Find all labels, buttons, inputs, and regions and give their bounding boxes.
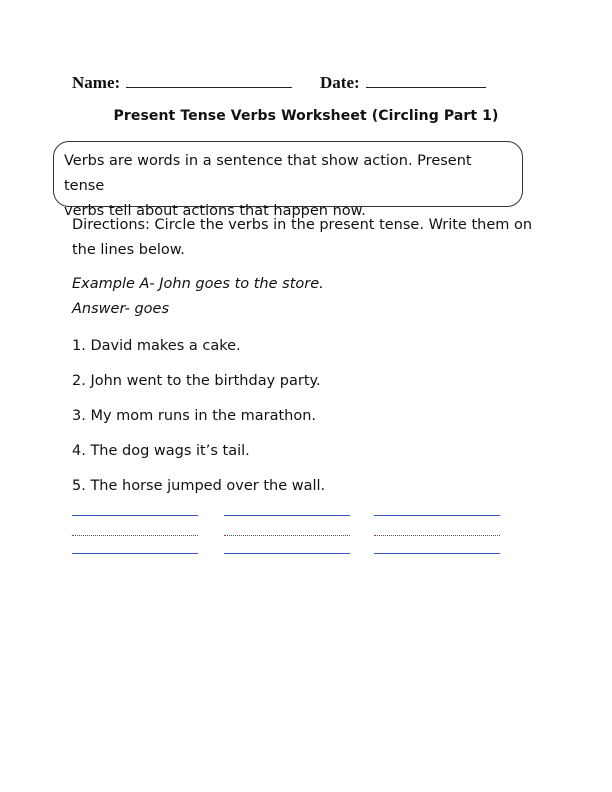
- answer-bottom-line: [374, 553, 500, 554]
- answer-top-line: [374, 515, 500, 516]
- answer-line-group-1[interactable]: [72, 509, 198, 559]
- name-label: Name:: [72, 73, 121, 92]
- directions: [72, 213, 552, 263]
- answer-bottom-line: [224, 553, 350, 554]
- answer-mid-line: [224, 535, 350, 536]
- answer-line-group-3[interactable]: [374, 509, 500, 559]
- worksheet-title: Present Tense Verbs Worksheet (Circling Part 1): [113, 108, 499, 124]
- directions-line-2: the lines below.: [72, 242, 185, 258]
- name-blank-line[interactable]: [126, 72, 292, 88]
- sentence-list: [72, 334, 552, 509]
- definition-line-1: Verbs are words in a sentence that show action. Present tense: [64, 153, 472, 194]
- name-field[interactable]: [72, 72, 292, 93]
- sentence-item-1: 1. David makes a cake.: [72, 338, 241, 354]
- answer-mid-line: [72, 535, 198, 536]
- date-label: Date:: [320, 73, 360, 92]
- header: [72, 72, 552, 96]
- sentence-item-3: 3. My mom runs in the marathon.: [72, 408, 317, 424]
- answer-line-group-2[interactable]: [224, 509, 350, 559]
- sentence-item-2: 2. John went to the birthday party.: [72, 373, 321, 389]
- answer-bottom-line: [72, 553, 198, 554]
- date-blank-line[interactable]: [366, 72, 486, 88]
- definition-line-2: verbs tell about actions that happen now.: [64, 203, 366, 219]
- example-sentence: Example A- John goes to the store.: [72, 276, 324, 292]
- answer-mid-line: [374, 535, 500, 536]
- definition-box: [53, 141, 523, 219]
- answer-top-line: [72, 515, 198, 516]
- directions-line-1: Directions: Circle the verbs in the present tense. Write them on: [72, 217, 533, 233]
- date-field[interactable]: [320, 72, 486, 93]
- sentence-item-4: 4. The dog wags it’s tail.: [72, 443, 250, 459]
- example-answer: Answer- goes: [72, 301, 170, 317]
- sentence-item-5: 5. The horse jumped over the wall.: [72, 478, 326, 494]
- example: [72, 272, 552, 322]
- answer-lines: [72, 509, 512, 559]
- answer-top-line: [224, 515, 350, 516]
